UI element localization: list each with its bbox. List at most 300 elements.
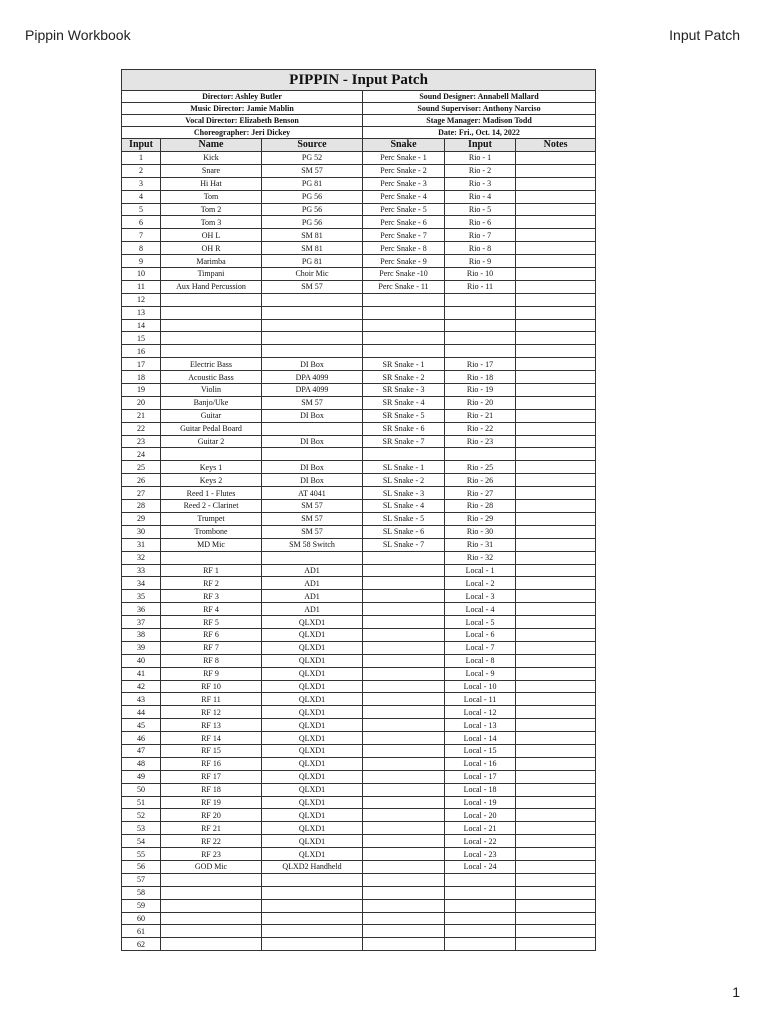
input-number-cell: 31 [122, 538, 161, 551]
snake-cell: SR Snake - 7 [363, 435, 445, 448]
name-cell: Guitar Pedal Board [161, 422, 262, 435]
table-row [122, 396, 596, 409]
notes-cell [516, 732, 596, 745]
snake-cell [363, 306, 445, 319]
table-row [122, 770, 596, 783]
info-cell: Vocal Director: Elizabeth Benson [122, 115, 363, 127]
snake-cell [363, 332, 445, 345]
notes-cell [516, 500, 596, 513]
table-row [122, 422, 596, 435]
source-cell [262, 899, 363, 912]
input-number-cell: 43 [122, 693, 161, 706]
table-row [122, 796, 596, 809]
source-cell: PG 81 [262, 177, 363, 190]
notes-cell [516, 628, 596, 641]
name-cell: RF 9 [161, 667, 262, 680]
snake-cell [363, 448, 445, 461]
notes-cell [516, 512, 596, 525]
name-cell: RF 12 [161, 706, 262, 719]
snake-cell: SL Snake - 4 [363, 500, 445, 513]
input-cell [445, 306, 516, 319]
input-cell: Local - 8 [445, 654, 516, 667]
snake-cell: Perc Snake - 3 [363, 177, 445, 190]
column-header: Notes [516, 139, 596, 152]
input-cell [445, 925, 516, 938]
input-number-cell: 14 [122, 319, 161, 332]
name-cell [161, 925, 262, 938]
name-cell [161, 332, 262, 345]
column-header: Source [262, 139, 363, 152]
table-row [122, 487, 596, 500]
name-cell: Tom 3 [161, 216, 262, 229]
table-row [122, 474, 596, 487]
table-row [122, 319, 596, 332]
input-cell: Rio - 5 [445, 203, 516, 216]
info-row [122, 91, 596, 103]
input-cell [445, 938, 516, 951]
input-cell: Local - 20 [445, 809, 516, 822]
input-number-cell: 40 [122, 654, 161, 667]
input-number-cell: 56 [122, 860, 161, 873]
notes-cell [516, 667, 596, 680]
input-number-cell: 53 [122, 822, 161, 835]
source-cell: QLXD1 [262, 706, 363, 719]
input-number-cell: 60 [122, 912, 161, 925]
source-cell [262, 422, 363, 435]
snake-cell: SL Snake - 1 [363, 461, 445, 474]
source-cell: SM 57 [262, 280, 363, 293]
column-header: Input [445, 139, 516, 152]
source-cell: DI Box [262, 435, 363, 448]
name-cell: Reed 1 - Flutes [161, 487, 262, 500]
input-cell: Local - 12 [445, 706, 516, 719]
snake-cell: Perc Snake -10 [363, 268, 445, 281]
name-cell: RF 11 [161, 693, 262, 706]
input-cell: Rio - 11 [445, 280, 516, 293]
name-cell: RF 6 [161, 628, 262, 641]
table-row [122, 886, 596, 899]
notes-cell [516, 216, 596, 229]
notes-cell [516, 177, 596, 190]
input-cell: Rio - 18 [445, 371, 516, 384]
input-cell: Rio - 6 [445, 216, 516, 229]
source-cell [262, 551, 363, 564]
input-cell: Rio - 22 [445, 422, 516, 435]
input-number-cell: 34 [122, 577, 161, 590]
name-cell: Trombone [161, 525, 262, 538]
input-cell: Rio - 31 [445, 538, 516, 551]
input-cell: Local - 9 [445, 667, 516, 680]
input-number-cell: 25 [122, 461, 161, 474]
source-cell [262, 306, 363, 319]
input-number-cell: 33 [122, 564, 161, 577]
name-cell: Hi Hat [161, 177, 262, 190]
notes-cell [516, 770, 596, 783]
name-cell: Kick [161, 152, 262, 165]
source-cell: SM 57 [262, 500, 363, 513]
name-cell: RF 10 [161, 680, 262, 693]
input-number-cell: 1 [122, 152, 161, 165]
input-cell: Local - 24 [445, 860, 516, 873]
table-row [122, 216, 596, 229]
name-cell: RF 4 [161, 603, 262, 616]
notes-cell [516, 396, 596, 409]
column-header: Name [161, 139, 262, 152]
name-cell [161, 873, 262, 886]
source-cell: AD1 [262, 590, 363, 603]
input-number-cell: 4 [122, 190, 161, 203]
name-cell: Banjo/Uke [161, 396, 262, 409]
name-cell: Timpani [161, 268, 262, 281]
notes-cell [516, 719, 596, 732]
name-cell: RF 23 [161, 848, 262, 861]
info-cell: Sound Designer: Annabell Mallard [363, 91, 596, 103]
snake-cell [363, 848, 445, 861]
notes-cell [516, 873, 596, 886]
name-cell: RF 21 [161, 822, 262, 835]
table-row [122, 242, 596, 255]
name-cell: GOD Mic [161, 860, 262, 873]
snake-cell [363, 835, 445, 848]
notes-cell [516, 306, 596, 319]
info-cell: Date: Fri., Oct. 14, 2022 [363, 127, 596, 139]
snake-cell: Perc Snake - 9 [363, 255, 445, 268]
input-number-cell: 59 [122, 899, 161, 912]
input-number-cell: 50 [122, 783, 161, 796]
snake-cell [363, 345, 445, 358]
input-cell: Local - 3 [445, 590, 516, 603]
input-cell: Rio - 20 [445, 396, 516, 409]
table-row [122, 899, 596, 912]
notes-cell [516, 345, 596, 358]
table-row [122, 409, 596, 422]
input-cell [445, 899, 516, 912]
snake-cell [363, 886, 445, 899]
notes-cell [516, 538, 596, 551]
notes-cell [516, 603, 596, 616]
notes-cell [516, 242, 596, 255]
notes-cell [516, 796, 596, 809]
source-cell: QLXD1 [262, 796, 363, 809]
input-number-cell: 29 [122, 512, 161, 525]
name-cell: Guitar 2 [161, 435, 262, 448]
table-row [122, 835, 596, 848]
name-cell: RF 2 [161, 577, 262, 590]
snake-cell [363, 796, 445, 809]
input-cell: Rio - 29 [445, 512, 516, 525]
name-cell: Tom 2 [161, 203, 262, 216]
name-cell: RF 1 [161, 564, 262, 577]
source-cell: QLXD2 Handheld [262, 860, 363, 873]
notes-cell [516, 152, 596, 165]
input-number-cell: 11 [122, 280, 161, 293]
table-row [122, 435, 596, 448]
notes-cell [516, 899, 596, 912]
source-cell: AD1 [262, 577, 363, 590]
name-cell [161, 319, 262, 332]
input-number-cell: 3 [122, 177, 161, 190]
snake-cell [363, 603, 445, 616]
input-cell: Local - 10 [445, 680, 516, 693]
input-number-cell: 42 [122, 680, 161, 693]
input-cell: Local - 5 [445, 616, 516, 629]
source-cell: QLXD1 [262, 809, 363, 822]
notes-cell [516, 474, 596, 487]
name-cell: Aux Hand Percussion [161, 280, 262, 293]
notes-cell [516, 371, 596, 384]
input-number-cell: 2 [122, 164, 161, 177]
notes-cell [516, 822, 596, 835]
input-number-cell: 7 [122, 229, 161, 242]
source-cell: DI Box [262, 409, 363, 422]
snake-cell [363, 938, 445, 951]
input-cell: Local - 21 [445, 822, 516, 835]
info-row [122, 103, 596, 115]
snake-cell [363, 551, 445, 564]
name-cell: Violin [161, 384, 262, 397]
input-cell [445, 332, 516, 345]
input-cell [445, 293, 516, 306]
name-cell: OH R [161, 242, 262, 255]
table-row [122, 628, 596, 641]
table-row [122, 384, 596, 397]
name-cell: RF 14 [161, 732, 262, 745]
snake-cell: SL Snake - 3 [363, 487, 445, 500]
table-row [122, 203, 596, 216]
input-cell: Rio - 2 [445, 164, 516, 177]
input-cell: Rio - 32 [445, 551, 516, 564]
notes-cell [516, 912, 596, 925]
snake-cell: Perc Snake - 8 [363, 242, 445, 255]
notes-cell [516, 384, 596, 397]
input-number-cell: 26 [122, 474, 161, 487]
input-cell: Rio - 4 [445, 190, 516, 203]
input-cell: Local - 17 [445, 770, 516, 783]
snake-cell [363, 693, 445, 706]
patch-rows [122, 152, 596, 951]
notes-cell [516, 654, 596, 667]
source-cell: QLXD1 [262, 835, 363, 848]
source-cell: QLXD1 [262, 641, 363, 654]
column-header: Snake [363, 139, 445, 152]
name-cell [161, 448, 262, 461]
snake-cell: Perc Snake - 11 [363, 280, 445, 293]
input-cell: Local - 22 [445, 835, 516, 848]
input-number-cell: 36 [122, 603, 161, 616]
snake-cell: SR Snake - 5 [363, 409, 445, 422]
name-cell [161, 886, 262, 899]
snake-cell [363, 654, 445, 667]
input-number-cell: 57 [122, 873, 161, 886]
input-cell: Rio - 28 [445, 500, 516, 513]
notes-cell [516, 229, 596, 242]
source-cell: SM 81 [262, 242, 363, 255]
notes-cell [516, 590, 596, 603]
input-number-cell: 28 [122, 500, 161, 513]
source-cell: QLXD1 [262, 757, 363, 770]
snake-cell [363, 770, 445, 783]
snake-cell: SR Snake - 2 [363, 371, 445, 384]
table-row [122, 345, 596, 358]
input-number-cell: 44 [122, 706, 161, 719]
snake-cell [363, 319, 445, 332]
input-number-cell: 41 [122, 667, 161, 680]
info-row [122, 127, 596, 139]
snake-cell: Perc Snake - 2 [363, 164, 445, 177]
name-cell: RF 17 [161, 770, 262, 783]
notes-cell [516, 848, 596, 861]
name-cell [161, 912, 262, 925]
notes-cell [516, 860, 596, 873]
name-cell: RF 8 [161, 654, 262, 667]
source-cell: QLXD1 [262, 848, 363, 861]
name-cell: RF 3 [161, 590, 262, 603]
table-row [122, 680, 596, 693]
name-cell: Tom [161, 190, 262, 203]
table-row [122, 667, 596, 680]
input-cell: Local - 18 [445, 783, 516, 796]
snake-cell [363, 667, 445, 680]
source-cell: SM 57 [262, 396, 363, 409]
input-number-cell: 18 [122, 371, 161, 384]
table-row [122, 177, 596, 190]
input-number-cell: 49 [122, 770, 161, 783]
info-cell: Director: Ashley Butler [122, 91, 363, 103]
snake-cell: SR Snake - 3 [363, 384, 445, 397]
notes-cell [516, 616, 596, 629]
notes-cell [516, 332, 596, 345]
notes-cell [516, 809, 596, 822]
input-number-cell: 23 [122, 435, 161, 448]
snake-cell [363, 564, 445, 577]
input-number-cell: 38 [122, 628, 161, 641]
snake-cell [363, 719, 445, 732]
input-number-cell: 21 [122, 409, 161, 422]
source-cell: SM 57 [262, 512, 363, 525]
source-cell: QLXD1 [262, 744, 363, 757]
input-cell [445, 319, 516, 332]
name-cell: Marimba [161, 255, 262, 268]
snake-cell: Perc Snake - 6 [363, 216, 445, 229]
table-row [122, 164, 596, 177]
name-cell: Electric Bass [161, 358, 262, 371]
notes-cell [516, 422, 596, 435]
table-row [122, 757, 596, 770]
name-cell [161, 345, 262, 358]
source-cell: PG 56 [262, 190, 363, 203]
input-number-cell: 16 [122, 345, 161, 358]
table-row [122, 190, 596, 203]
source-cell: QLXD1 [262, 783, 363, 796]
source-cell: SM 81 [262, 229, 363, 242]
source-cell [262, 448, 363, 461]
source-cell: DPA 4099 [262, 384, 363, 397]
input-number-cell: 51 [122, 796, 161, 809]
notes-cell [516, 268, 596, 281]
notes-cell [516, 358, 596, 371]
snake-cell [363, 783, 445, 796]
notes-cell [516, 577, 596, 590]
snake-cell: SL Snake - 7 [363, 538, 445, 551]
source-cell: AT 4041 [262, 487, 363, 500]
table-row [122, 152, 596, 165]
table-row [122, 461, 596, 474]
input-cell: Local - 19 [445, 796, 516, 809]
table-row [122, 860, 596, 873]
table-row [122, 873, 596, 886]
notes-cell [516, 319, 596, 332]
table-row [122, 538, 596, 551]
table-row [122, 654, 596, 667]
source-cell [262, 345, 363, 358]
input-number-cell: 62 [122, 938, 161, 951]
notes-cell [516, 835, 596, 848]
input-cell: Local - 6 [445, 628, 516, 641]
name-cell: Guitar [161, 409, 262, 422]
table-row [122, 280, 596, 293]
name-cell: RF 22 [161, 835, 262, 848]
input-cell: Local - 14 [445, 732, 516, 745]
table-row [122, 332, 596, 345]
source-cell [262, 873, 363, 886]
source-cell: DI Box [262, 474, 363, 487]
snake-cell: SR Snake - 4 [363, 396, 445, 409]
input-number-cell: 46 [122, 732, 161, 745]
notes-cell [516, 886, 596, 899]
source-cell: AD1 [262, 564, 363, 577]
info-cell: Sound Supervisor: Anthony Narciso [363, 103, 596, 115]
source-cell: PG 81 [262, 255, 363, 268]
snake-cell [363, 860, 445, 873]
input-number-cell: 30 [122, 525, 161, 538]
snake-cell [363, 590, 445, 603]
notes-cell [516, 293, 596, 306]
input-number-cell: 48 [122, 757, 161, 770]
notes-cell [516, 255, 596, 268]
input-cell: Local - 1 [445, 564, 516, 577]
input-number-cell: 32 [122, 551, 161, 564]
input-cell [445, 886, 516, 899]
input-cell: Rio - 21 [445, 409, 516, 422]
table-row [122, 719, 596, 732]
snake-cell [363, 732, 445, 745]
name-cell: RF 15 [161, 744, 262, 757]
name-cell: Keys 2 [161, 474, 262, 487]
name-cell: Acoustic Bass [161, 371, 262, 384]
notes-cell [516, 461, 596, 474]
snake-cell [363, 293, 445, 306]
input-number-cell: 8 [122, 242, 161, 255]
snake-cell: SL Snake - 5 [363, 512, 445, 525]
name-cell: OH L [161, 229, 262, 242]
source-cell: SM 58 Switch [262, 538, 363, 551]
table-row [122, 564, 596, 577]
column-header-row [122, 139, 596, 152]
notes-cell [516, 564, 596, 577]
input-cell: Local - 7 [445, 641, 516, 654]
name-cell: RF 5 [161, 616, 262, 629]
table-row [122, 732, 596, 745]
input-cell: Local - 15 [445, 744, 516, 757]
notes-cell [516, 525, 596, 538]
input-cell: Rio - 10 [445, 268, 516, 281]
table-row [122, 577, 596, 590]
source-cell [262, 912, 363, 925]
table-row [122, 512, 596, 525]
input-number-cell: 27 [122, 487, 161, 500]
table-title: PIPPIN - Input Patch [122, 70, 596, 91]
snake-cell: Perc Snake - 4 [363, 190, 445, 203]
